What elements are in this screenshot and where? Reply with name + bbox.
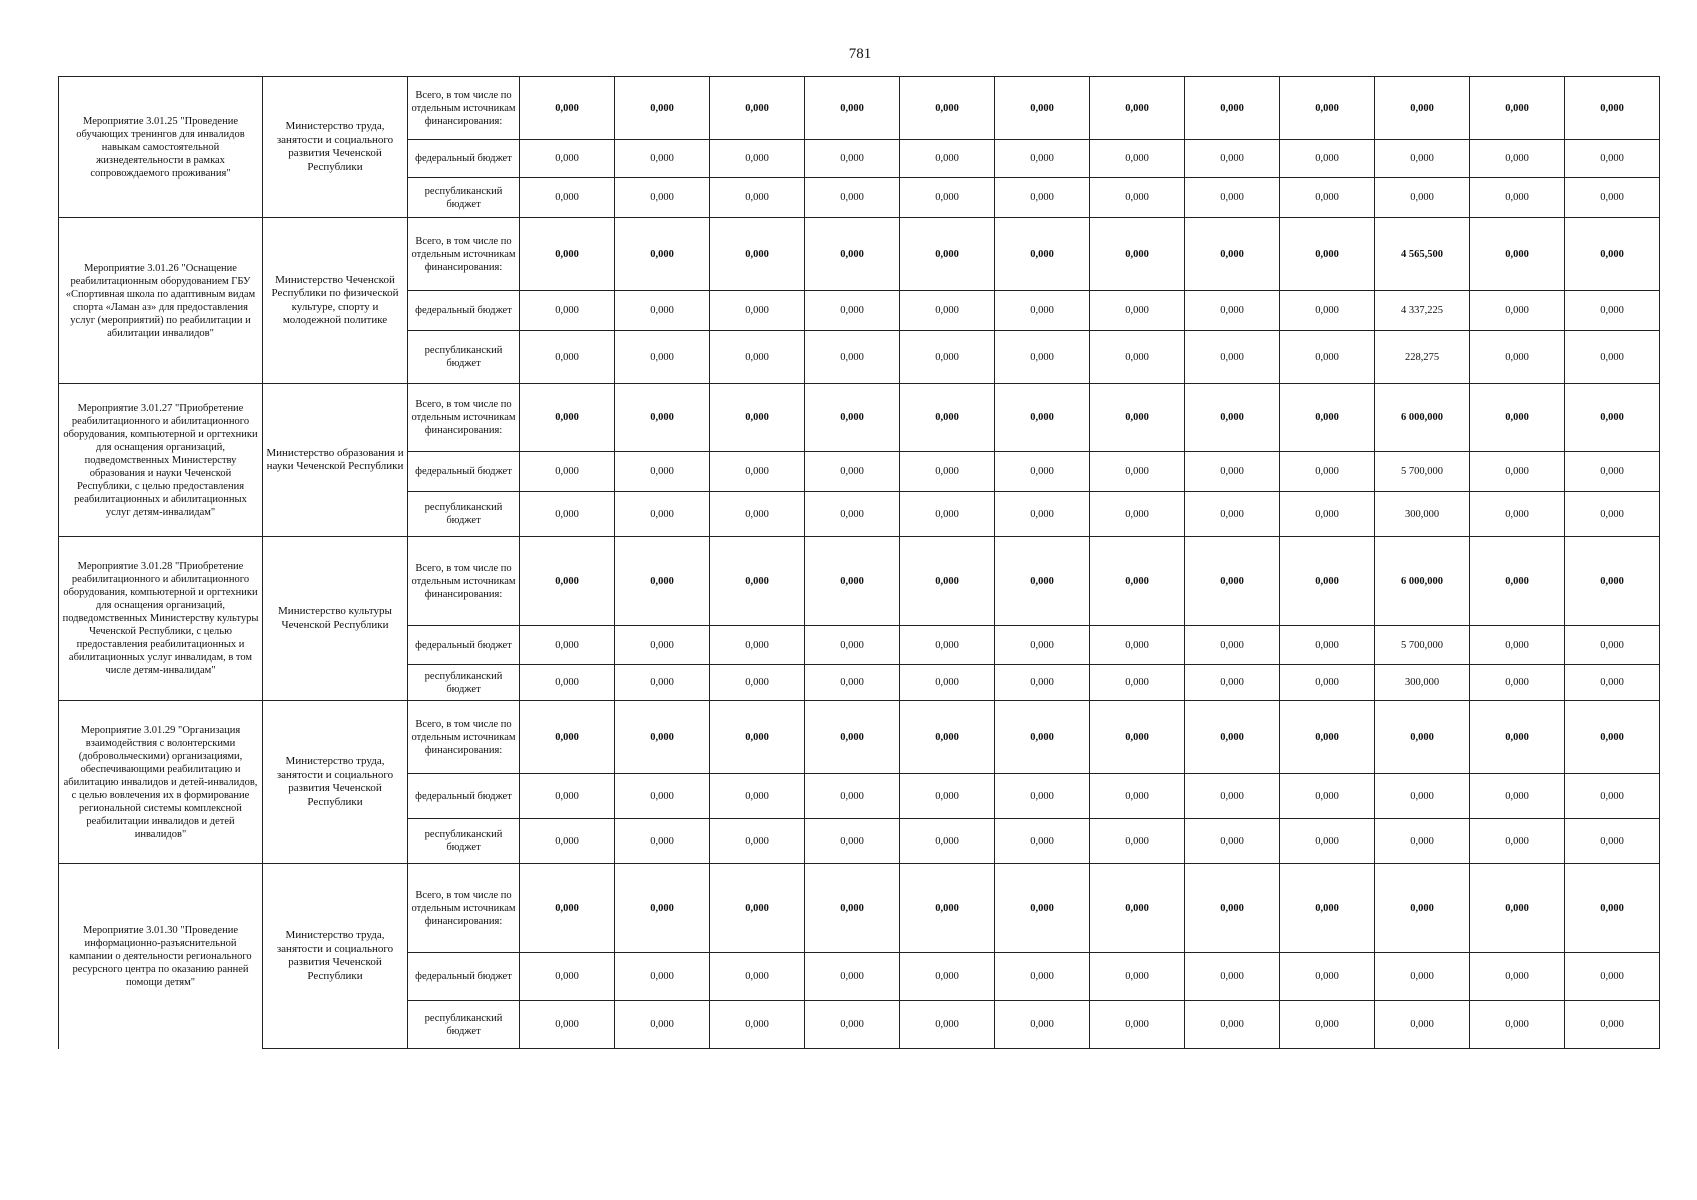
amount-cell: 5 700,000 [1375,452,1470,492]
amount-cell: 0,000 [995,819,1090,864]
amount-cell: 0,000 [1565,774,1660,819]
amount-cell: 0,000 [710,492,805,537]
measure-name-cell: Мероприятие 3.01.27 "Приобретение реабилитационного и абилитационного оборудования, компьютерной и оргтехники для оснащения организаций, подведомственных Министерству образования и науки Чеченской Республики, с целью предоставления реабилитационных и абилитационных услуг детям-инвалидам" [59,384,263,537]
amount-cell: 0,000 [520,953,615,1001]
amount-cell: 0,000 [805,331,900,384]
amount-cell: 0,000 [805,537,900,626]
amount-cell: 0,000 [615,291,710,331]
amount-cell: 0,000 [615,384,710,452]
amount-cell: 0,000 [1565,864,1660,953]
amount-cell: 0,000 [1470,77,1565,140]
amount-cell: 0,000 [520,1001,615,1049]
amount-cell: 0,000 [1565,452,1660,492]
amount-cell: 0,000 [1185,178,1280,218]
amount-cell: 0,000 [1090,864,1185,953]
amount-cell: 0,000 [1185,774,1280,819]
amount-cell: 0,000 [1470,864,1565,953]
funding-source-cell: республиканский бюджет [408,178,520,218]
amount-cell: 0,000 [1185,140,1280,178]
amount-cell: 0,000 [615,492,710,537]
amount-cell: 0,000 [1090,140,1185,178]
amount-cell: 4 565,500 [1375,218,1470,291]
amount-cell: 0,000 [995,864,1090,953]
amount-cell: 0,000 [900,864,995,953]
amount-cell: 0,000 [615,218,710,291]
amount-cell: 0,000 [1565,384,1660,452]
amount-cell: 6 000,000 [1375,537,1470,626]
amount-cell: 0,000 [1185,218,1280,291]
funding-source-cell: федеральный бюджет [408,626,520,665]
amount-cell: 0,000 [520,291,615,331]
amount-cell: 0,000 [805,953,900,1001]
amount-cell: 0,000 [615,178,710,218]
amount-cell: 0,000 [1470,218,1565,291]
amount-cell: 0,000 [1375,953,1470,1001]
amount-cell: 0,000 [805,492,900,537]
amount-cell: 0,000 [805,77,900,140]
amount-cell: 0,000 [1185,953,1280,1001]
funding-source-cell: республиканский бюджет [408,1001,520,1049]
amount-cell: 0,000 [805,384,900,452]
amount-cell: 0,000 [520,218,615,291]
amount-cell: 0,000 [1565,626,1660,665]
amount-cell: 0,000 [1090,218,1185,291]
measure-name-cell: Мероприятие 3.01.25 "Проведение обучающих тренингов для инвалидов навыкам самостоятельной жизнедеятельности в рамках сопровождаемого проживания" [59,77,263,218]
amount-cell: 0,000 [1280,665,1375,701]
amount-cell: 0,000 [1280,537,1375,626]
amount-cell: 0,000 [900,774,995,819]
funding-source-cell: республиканский бюджет [408,331,520,384]
amount-cell: 0,000 [520,626,615,665]
funding-source-cell: федеральный бюджет [408,774,520,819]
amount-cell: 0,000 [995,77,1090,140]
amount-cell: 0,000 [615,1001,710,1049]
amount-cell: 0,000 [615,626,710,665]
amount-cell: 0,000 [615,77,710,140]
amount-cell: 0,000 [1280,1001,1375,1049]
executor-cell: Министерство культуры Чеченской Республики [263,537,408,701]
amount-cell: 6 000,000 [1375,384,1470,452]
executor-cell: Министерство образования и науки Чеченской Республики [263,384,408,537]
amount-cell: 0,000 [615,665,710,701]
amount-cell: 0,000 [615,331,710,384]
financing-table [58,76,1660,1049]
amount-cell: 0,000 [1470,665,1565,701]
amount-cell: 0,000 [1090,384,1185,452]
funding-source-cell: Всего, в том числе по отдельным источникам финансирования: [408,218,520,291]
amount-cell: 0,000 [805,819,900,864]
amount-cell: 0,000 [1565,665,1660,701]
amount-cell: 0,000 [900,384,995,452]
amount-cell: 0,000 [1470,701,1565,774]
amount-cell: 0,000 [1375,701,1470,774]
amount-cell: 0,000 [710,140,805,178]
amount-cell: 0,000 [995,953,1090,1001]
amount-cell: 0,000 [1280,492,1375,537]
amount-cell: 0,000 [1090,1001,1185,1049]
amount-cell: 0,000 [900,537,995,626]
amount-cell: 228,275 [1375,331,1470,384]
amount-cell: 0,000 [520,452,615,492]
amount-cell: 0,000 [1090,953,1185,1001]
funding-source-cell: Всего, в том числе по отдельным источникам финансирования: [408,701,520,774]
amount-cell: 0,000 [805,701,900,774]
amount-cell: 0,000 [1565,537,1660,626]
funding-source-cell: республиканский бюджет [408,665,520,701]
amount-cell: 0,000 [1090,178,1185,218]
amount-cell: 0,000 [1090,665,1185,701]
amount-cell: 0,000 [615,774,710,819]
amount-cell: 0,000 [900,218,995,291]
amount-cell: 0,000 [1090,492,1185,537]
amount-cell: 0,000 [1185,331,1280,384]
amount-cell: 0,000 [995,537,1090,626]
amount-cell: 0,000 [805,626,900,665]
amount-cell: 0,000 [805,178,900,218]
amount-cell: 0,000 [1470,384,1565,452]
amount-cell: 0,000 [1280,77,1375,140]
executor-cell: Министерство труда, занятости и социального развития Чеченской Республики [263,864,408,1049]
amount-cell: 0,000 [520,864,615,953]
amount-cell: 0,000 [1090,701,1185,774]
amount-cell: 0,000 [1090,819,1185,864]
amount-cell: 300,000 [1375,492,1470,537]
amount-cell: 0,000 [805,864,900,953]
amount-cell: 0,000 [1090,626,1185,665]
amount-cell: 0,000 [995,218,1090,291]
amount-cell: 0,000 [1185,77,1280,140]
amount-cell: 0,000 [1185,819,1280,864]
amount-cell: 0,000 [995,665,1090,701]
amount-cell: 0,000 [1375,140,1470,178]
amount-cell: 0,000 [520,140,615,178]
table-row-total [59,701,1660,774]
amount-cell: 0,000 [995,140,1090,178]
amount-cell: 0,000 [900,178,995,218]
amount-cell: 0,000 [1280,331,1375,384]
measure-name-cell: Мероприятие 3.01.30 "Проведение информационно-разъяснительной кампании о деятельности регионального ресурсного центра по оказанию ранней помощи детям" [59,864,263,1049]
amount-cell: 0,000 [900,492,995,537]
amount-cell: 0,000 [615,953,710,1001]
amount-cell: 0,000 [995,1001,1090,1049]
amount-cell: 0,000 [900,665,995,701]
amount-cell: 0,000 [1280,384,1375,452]
amount-cell: 0,000 [1280,701,1375,774]
amount-cell: 0,000 [1470,819,1565,864]
amount-cell: 0,000 [900,140,995,178]
table-row-total [59,77,1660,140]
amount-cell: 0,000 [1375,819,1470,864]
amount-cell: 0,000 [1470,774,1565,819]
funding-source-cell: Всего, в том числе по отдельным источникам финансирования: [408,77,520,140]
amount-cell: 0,000 [1280,864,1375,953]
amount-cell: 0,000 [995,701,1090,774]
amount-cell: 0,000 [1090,331,1185,384]
amount-cell: 0,000 [1470,331,1565,384]
amount-cell: 0,000 [1565,331,1660,384]
amount-cell: 0,000 [995,626,1090,665]
amount-cell: 0,000 [1185,864,1280,953]
amount-cell: 0,000 [995,384,1090,452]
amount-cell: 0,000 [1470,953,1565,1001]
funding-source-cell: республиканский бюджет [408,492,520,537]
amount-cell: 0,000 [1185,492,1280,537]
amount-cell: 0,000 [900,1001,995,1049]
amount-cell: 0,000 [1090,537,1185,626]
amount-cell: 0,000 [710,1001,805,1049]
amount-cell: 0,000 [1470,178,1565,218]
amount-cell: 0,000 [1470,140,1565,178]
amount-cell: 0,000 [710,626,805,665]
amount-cell: 0,000 [995,774,1090,819]
amount-cell: 0,000 [710,819,805,864]
amount-cell: 0,000 [995,452,1090,492]
amount-cell: 0,000 [1565,178,1660,218]
amount-cell: 0,000 [710,331,805,384]
amount-cell: 0,000 [615,819,710,864]
funding-source-cell: федеральный бюджет [408,140,520,178]
amount-cell: 0,000 [1375,1001,1470,1049]
amount-cell: 0,000 [520,384,615,452]
measure-name-cell: Мероприятие 3.01.29 "Организация взаимодействия с волонтерскими (добровольческими) организациями, обеспечивающими реабилитацию и абилитацию инвалидов и детей-инвалидов, с целью вовлечения их в формирование региональной системы комплексной реабилитации инвалидов и детей инвалидов" [59,701,263,864]
amount-cell: 0,000 [995,331,1090,384]
amount-cell: 0,000 [710,291,805,331]
table-row-total [59,218,1660,291]
amount-cell: 0,000 [900,331,995,384]
amount-cell: 0,000 [710,384,805,452]
funding-source-cell: Всего, в том числе по отдельным источникам финансирования: [408,537,520,626]
amount-cell: 0,000 [1470,291,1565,331]
executor-cell: Министерство труда, занятости и социального развития Чеченской Республики [263,701,408,864]
amount-cell: 0,000 [1280,452,1375,492]
amount-cell: 0,000 [1470,452,1565,492]
amount-cell: 0,000 [1375,774,1470,819]
amount-cell: 0,000 [1375,864,1470,953]
amount-cell: 0,000 [1565,701,1660,774]
amount-cell: 0,000 [1565,218,1660,291]
amount-cell: 0,000 [1090,452,1185,492]
amount-cell: 0,000 [805,1001,900,1049]
amount-cell: 0,000 [995,178,1090,218]
amount-cell: 0,000 [1185,1001,1280,1049]
amount-cell: 0,000 [520,492,615,537]
funding-source-cell: республиканский бюджет [408,819,520,864]
amount-cell: 0,000 [1565,1001,1660,1049]
amount-cell: 0,000 [520,178,615,218]
amount-cell: 0,000 [710,665,805,701]
amount-cell: 0,000 [710,77,805,140]
amount-cell: 0,000 [520,819,615,864]
amount-cell: 0,000 [1185,626,1280,665]
amount-cell: 0,000 [520,665,615,701]
amount-cell: 0,000 [1565,140,1660,178]
amount-cell: 0,000 [710,953,805,1001]
amount-cell: 0,000 [520,77,615,140]
amount-cell: 0,000 [805,291,900,331]
amount-cell: 0,000 [1185,452,1280,492]
amount-cell: 0,000 [900,953,995,1001]
amount-cell: 0,000 [900,77,995,140]
amount-cell: 0,000 [1280,291,1375,331]
amount-cell: 0,000 [1375,77,1470,140]
funding-source-cell: федеральный бюджет [408,452,520,492]
amount-cell: 0,000 [805,218,900,291]
amount-cell: 0,000 [710,864,805,953]
amount-cell: 0,000 [710,452,805,492]
amount-cell: 0,000 [710,774,805,819]
amount-cell: 0,000 [1280,140,1375,178]
amount-cell: 0,000 [1565,77,1660,140]
amount-cell: 0,000 [1090,774,1185,819]
amount-cell: 0,000 [1470,537,1565,626]
amount-cell: 0,000 [900,452,995,492]
amount-cell: 4 337,225 [1375,291,1470,331]
amount-cell: 0,000 [805,774,900,819]
amount-cell: 0,000 [1565,492,1660,537]
amount-cell: 0,000 [615,140,710,178]
amount-cell: 0,000 [1185,384,1280,452]
amount-cell: 0,000 [1565,819,1660,864]
amount-cell: 0,000 [1280,178,1375,218]
funding-source-cell: федеральный бюджет [408,953,520,1001]
amount-cell: 0,000 [995,291,1090,331]
measure-name-cell: Мероприятие 3.01.28 "Приобретение реабилитационного и абилитационного оборудования, компьютерной и оргтехники для оснащения организаций, подведомственных Министерству культуры Чеченской Республики, с целью предоставления реабилитационных и абилитационных услуг инвалидам, в том числе детям-инвалидам" [59,537,263,701]
amount-cell: 0,000 [520,774,615,819]
amount-cell: 0,000 [1280,819,1375,864]
amount-cell: 0,000 [1280,774,1375,819]
amount-cell: 0,000 [1090,291,1185,331]
amount-cell: 0,000 [1090,77,1185,140]
amount-cell: 0,000 [710,218,805,291]
page-number: 781 [848,46,872,62]
amount-cell: 0,000 [805,140,900,178]
amount-cell: 0,000 [1565,953,1660,1001]
table-row-total [59,864,1660,953]
amount-cell: 0,000 [710,178,805,218]
funding-source-cell: Всего, в том числе по отдельным источникам финансирования: [408,384,520,452]
amount-cell: 0,000 [1375,178,1470,218]
amount-cell: 0,000 [710,537,805,626]
amount-cell: 0,000 [520,331,615,384]
amount-cell: 0,000 [520,537,615,626]
amount-cell: 0,000 [1185,701,1280,774]
table-row-total [59,384,1660,452]
amount-cell: 5 700,000 [1375,626,1470,665]
executor-cell: Министерство труда, занятости и социального развития Чеченской Республики [263,77,408,218]
amount-cell: 0,000 [900,819,995,864]
amount-cell: 0,000 [900,701,995,774]
amount-cell: 0,000 [1470,1001,1565,1049]
amount-cell: 0,000 [615,452,710,492]
funding-source-cell: Всего, в том числе по отдельным источникам финансирования: [408,864,520,953]
amount-cell: 0,000 [1565,291,1660,331]
executor-cell: Министерство Чеченской Республики по физической культуре, спорту и молодежной политике [263,218,408,384]
amount-cell: 0,000 [615,864,710,953]
amount-cell: 0,000 [615,701,710,774]
amount-cell: 0,000 [1185,665,1280,701]
amount-cell: 0,000 [1280,626,1375,665]
amount-cell: 0,000 [1470,626,1565,665]
amount-cell: 0,000 [1280,218,1375,291]
amount-cell: 0,000 [995,492,1090,537]
amount-cell: 0,000 [900,291,995,331]
amount-cell: 0,000 [900,626,995,665]
table-row-total [59,537,1660,626]
funding-source-cell: федеральный бюджет [408,291,520,331]
amount-cell: 0,000 [805,665,900,701]
amount-cell: 0,000 [1280,953,1375,1001]
amount-cell: 0,000 [1185,291,1280,331]
amount-cell: 0,000 [615,537,710,626]
amount-cell: 0,000 [1470,492,1565,537]
measure-name-cell: Мероприятие 3.01.26 "Оснащение реабилитационным оборудованием ГБУ «Спортивная школа по адаптивным видам спорта «Ламан аз» для предоставления услуг (мероприятий) по реабилитации и абилитации инвалидов" [59,218,263,384]
amount-cell: 0,000 [805,452,900,492]
amount-cell: 0,000 [1185,537,1280,626]
amount-cell: 0,000 [520,701,615,774]
amount-cell: 0,000 [710,701,805,774]
amount-cell: 300,000 [1375,665,1470,701]
